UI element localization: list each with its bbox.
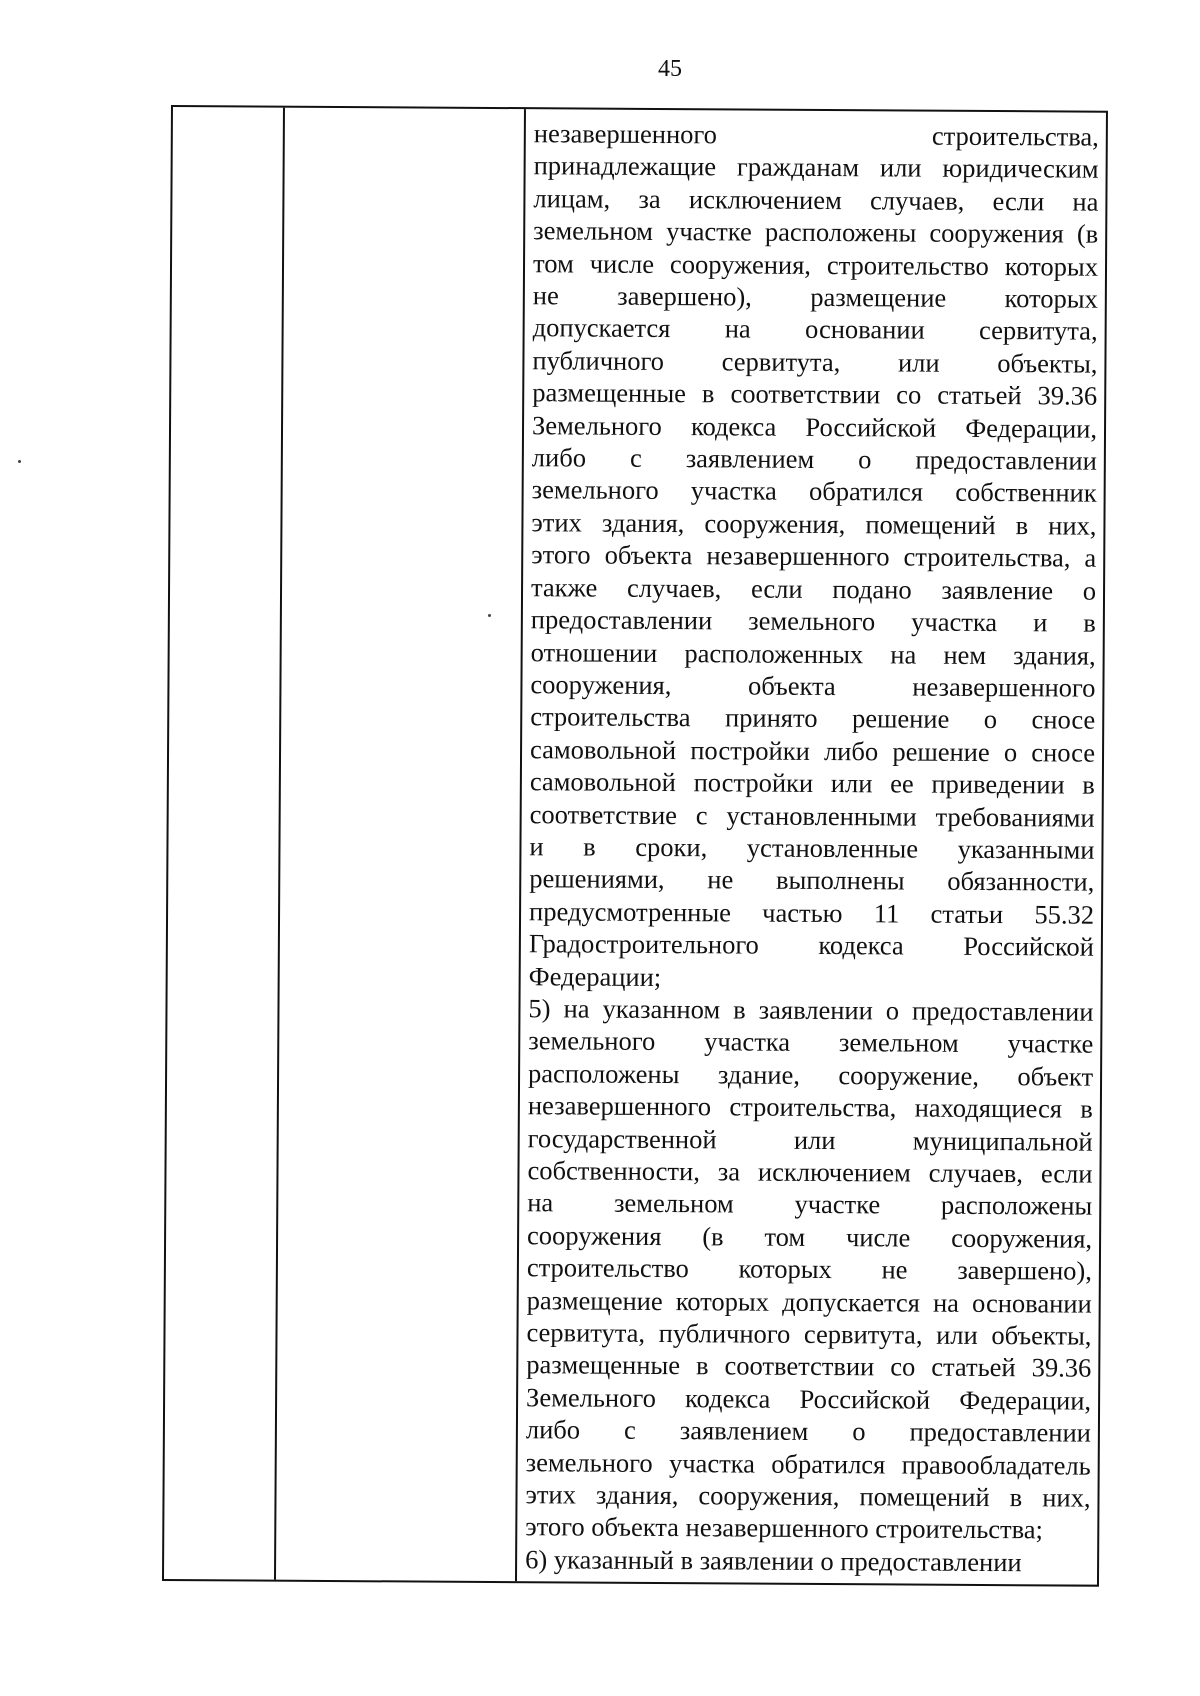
- text-line: либо с заявлением о предоставлении: [531, 442, 1097, 476]
- text-line: строительства принято решение о сносе: [530, 701, 1096, 735]
- text-line: допускается на основании сервитута,: [532, 312, 1098, 347]
- text-line: государственной или муниципальной: [527, 1122, 1093, 1157]
- text-line: Федерации;: [528, 960, 662, 992]
- text-line: самовольной постройки либо решение о сносе: [529, 733, 1096, 768]
- text-line: самовольной постройки или ее приведении в: [529, 766, 1095, 800]
- text-line: либо с заявлением о предоставлении: [525, 1414, 1091, 1448]
- text-line: отношении расположенных на нем здания,: [530, 636, 1096, 671]
- text-line: также случаев, если подано заявление о: [530, 571, 1097, 606]
- text-line: сооружения (в том числе сооружения,: [527, 1220, 1093, 1254]
- text-line: 5) на указанном в заявлении о предоставлении: [528, 993, 1094, 1027]
- text-line: расположены здание, сооружение, объект: [528, 1057, 1094, 1092]
- text-line: этого объекта незавершенного строительства;: [525, 1511, 1044, 1545]
- page-number: 45: [658, 56, 682, 82]
- column-divider: [515, 109, 526, 1581]
- scan-speck: [18, 460, 21, 463]
- text-line: размещенные в соответствии со статьей 39.36: [526, 1349, 1092, 1384]
- text-line: не завершено), размещение которых: [532, 280, 1098, 314]
- table-cell-text: [525, 117, 1099, 1579]
- text-line: земельного участка обратился правообладатель: [525, 1446, 1091, 1481]
- scan-speck: [488, 614, 491, 617]
- text-line: земельного участка земельном участке: [528, 1025, 1094, 1060]
- text-line: предоставлении земельного участка и в: [530, 604, 1096, 638]
- text-line: незавершенного строительства, находящиеся в: [527, 1090, 1093, 1124]
- text-line: этого объекта незавершенного строительства, а: [531, 539, 1097, 573]
- text-line: незавершенного строительства,: [533, 118, 1099, 152]
- text-line: предусмотренные частью 11 статьи 55.32: [528, 895, 1095, 930]
- text-line: том числе сооружения, строительство которых: [532, 247, 1099, 282]
- text-line: этих здания, сооружения, помещений в них,: [525, 1479, 1091, 1513]
- text-line: этих здания, сооружения, помещений в них,: [531, 507, 1097, 541]
- text-line: принадлежащие гражданам или юридическим: [533, 150, 1099, 185]
- text-line: собственности, за исключением случаев, если: [527, 1155, 1093, 1189]
- text-line: 6) указанный в заявлении о предоставлении: [525, 1544, 1022, 1578]
- text-line: размещение которых допускается на основании: [526, 1284, 1092, 1319]
- text-line: сооружения, объекта незавершенного: [530, 669, 1096, 703]
- column-divider: [274, 108, 285, 1580]
- text-line: решениями, не выполнены обязанности,: [529, 863, 1095, 897]
- text-line: соответствие с установленными требованиями: [529, 798, 1095, 833]
- text-line: на земельном участке расположены: [527, 1187, 1093, 1222]
- text-line: Земельного кодекса Российской Федерации,: [526, 1382, 1092, 1416]
- text-line: и в сроки, установленные указанными: [529, 831, 1095, 865]
- text-line: Градостроительного кодекса Российской: [528, 928, 1094, 962]
- text-line: земельного участка обратился собственник: [531, 474, 1097, 509]
- text-line: сервитута, публичного сервитута, или объекты,: [526, 1317, 1092, 1351]
- text-line: Земельного кодекса Российской Федерации,: [531, 409, 1098, 444]
- text-line: размещенные в соответствии со статьей 39.36: [532, 377, 1098, 411]
- text-line: лицам, за исключением случаев, если на: [533, 183, 1099, 217]
- text-line: земельном участке расположены сооружения (в: [533, 215, 1099, 249]
- text-line: строительство которых не завершено),: [526, 1252, 1092, 1286]
- document-table: [162, 105, 1108, 1587]
- text-line: публичного сервитута, или объекты,: [532, 345, 1098, 379]
